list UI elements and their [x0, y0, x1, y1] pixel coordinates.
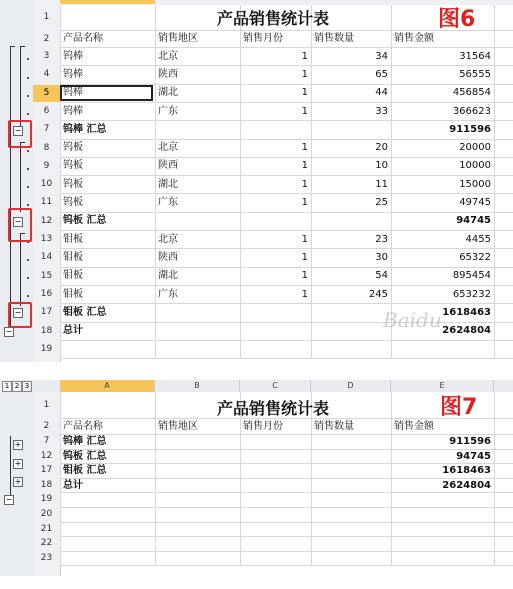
- cell[interactable]: 钼板: [63, 251, 83, 263]
- cell[interactable]: 湖北: [158, 87, 178, 99]
- cell[interactable]: 北京: [158, 233, 178, 245]
- cell[interactable]: 总计: [63, 325, 83, 337]
- grid-hline: [60, 340, 513, 341]
- cell[interactable]: 94745: [456, 450, 491, 462]
- cell[interactable]: 65: [375, 68, 388, 80]
- cell[interactable]: 总计: [63, 479, 83, 491]
- collapse-button-level1[interactable]: −: [5, 327, 13, 336]
- cell[interactable]: 钨板: [63, 178, 83, 190]
- row-number[interactable]: 20: [40, 509, 53, 519]
- column-header-c[interactable]: C: [240, 380, 311, 392]
- cell[interactable]: 1: [301, 288, 308, 300]
- cell[interactable]: 49745: [459, 197, 491, 209]
- cell[interactable]: 产品名称: [63, 420, 103, 432]
- cell[interactable]: 钼板 汇总: [63, 306, 107, 318]
- grid-hline: [60, 248, 513, 249]
- row-number[interactable]: 2: [43, 34, 50, 44]
- cell[interactable]: 钨棒: [63, 50, 83, 62]
- column-header-d[interactable]: D: [311, 380, 391, 392]
- cell[interactable]: 25: [375, 197, 388, 209]
- cell[interactable]: 11: [375, 178, 388, 190]
- cell[interactable]: 钨棒: [63, 105, 83, 117]
- row-number[interactable]: 9: [43, 160, 50, 171]
- row-number[interactable]: 16: [40, 288, 53, 299]
- fig7-outline-bracket: [10, 436, 11, 498]
- grid-hline: [60, 358, 513, 359]
- cell[interactable]: 33: [375, 105, 388, 117]
- grid-hline: [60, 120, 513, 121]
- outline-level-button-2[interactable]: 2: [12, 381, 22, 392]
- grid-hline: [60, 322, 513, 323]
- row-number[interactable]: 4: [43, 69, 50, 80]
- cell[interactable]: 366623: [452, 105, 491, 117]
- row-number[interactable]: 8: [43, 142, 50, 153]
- cell[interactable]: 销售金额: [394, 33, 434, 44]
- cell[interactable]: 广东: [158, 105, 178, 117]
- outline-dot: [27, 95, 29, 97]
- cell[interactable]: 10000: [459, 160, 491, 172]
- cell[interactable]: 湖北: [158, 270, 178, 282]
- row-number[interactable]: 17: [40, 307, 53, 318]
- collapse-button-group3[interactable]: −: [14, 308, 22, 317]
- column-header-e[interactable]: E: [391, 380, 494, 392]
- cell[interactable]: 54: [375, 270, 388, 282]
- collapse-button-group1[interactable]: −: [14, 126, 22, 135]
- outline-dot: [27, 277, 29, 279]
- cell[interactable]: 10: [375, 160, 388, 172]
- cell[interactable]: 销售月份: [243, 420, 283, 432]
- row-number[interactable]: 6: [43, 105, 50, 116]
- cell[interactable]: 1: [301, 68, 308, 80]
- cell[interactable]: 15000: [459, 178, 491, 190]
- cell[interactable]: 1: [301, 178, 308, 190]
- row-number[interactable]: 1: [43, 400, 50, 410]
- row-number[interactable]: 22: [40, 538, 53, 549]
- selected-column-header: [60, 0, 155, 4]
- cell[interactable]: 钨棒 汇总: [63, 436, 107, 447]
- outline-bracket-level2: [10, 46, 11, 328]
- outline-level-button-1[interactable]: 1: [2, 381, 12, 392]
- grid-vline: [60, 5, 61, 359]
- grid-hline: [60, 102, 513, 103]
- fig7-corner: [33, 380, 61, 392]
- cell[interactable]: 湖北: [158, 178, 178, 190]
- cell[interactable]: 陕西: [158, 68, 178, 80]
- row-number[interactable]: 7: [43, 124, 50, 135]
- outline-dot: [27, 168, 29, 170]
- row-number[interactable]: 12: [40, 215, 53, 226]
- row-number[interactable]: 11: [40, 197, 53, 208]
- row-number[interactable]: 1: [43, 12, 50, 22]
- row-number[interactable]: 10: [40, 179, 53, 190]
- cell[interactable]: 245: [368, 288, 388, 300]
- cell[interactable]: 1: [301, 87, 308, 99]
- collapse-button-level1[interactable]: −: [5, 495, 13, 504]
- grid-hline: [60, 139, 513, 140]
- grid-hline: [60, 193, 513, 194]
- column-header-filler: [494, 380, 513, 392]
- cell[interactable]: 钨棒: [63, 87, 83, 99]
- fig7-tag: 图7: [440, 395, 478, 420]
- expand-button-group1[interactable]: +: [14, 440, 22, 449]
- cell[interactable]: 911596: [449, 436, 491, 447]
- cell[interactable]: 北京: [158, 50, 178, 62]
- row-number[interactable]: 21: [40, 523, 53, 534]
- outline-bracket-group1: [20, 46, 21, 126]
- outline-dot: [27, 259, 29, 261]
- cell[interactable]: 销售数量: [314, 420, 354, 432]
- grid-hline: [60, 267, 513, 268]
- cell[interactable]: 广东: [158, 197, 178, 209]
- cell[interactable]: 20000: [459, 142, 491, 154]
- row-number[interactable]: 5: [33, 85, 60, 102]
- grid-hline: [60, 230, 513, 231]
- row-number[interactable]: 18: [40, 479, 53, 490]
- outline-dot: [27, 113, 29, 115]
- cell[interactable]: 钼板: [63, 233, 83, 245]
- grid-vline: [494, 5, 495, 359]
- cell[interactable]: 653232: [452, 288, 491, 300]
- cell[interactable]: 1: [301, 197, 308, 209]
- cell[interactable]: 1: [301, 233, 308, 245]
- cell[interactable]: 1: [301, 160, 308, 172]
- cell[interactable]: 1: [301, 251, 308, 263]
- fig6-tag: 图6: [438, 7, 476, 32]
- cell[interactable]: 911596: [449, 123, 491, 135]
- row-number[interactable]: 15: [40, 270, 53, 281]
- outline-dot: [27, 150, 29, 152]
- expand-button-group2[interactable]: +: [14, 459, 22, 468]
- row-number[interactable]: 2: [43, 421, 50, 431]
- grid-hline: [60, 303, 513, 304]
- cell[interactable]: 1: [301, 142, 308, 154]
- outline-dot: [27, 58, 29, 60]
- column-header-b[interactable]: B: [155, 380, 240, 392]
- cell[interactable]: 1: [301, 105, 308, 117]
- row-number[interactable]: 23: [40, 552, 53, 563]
- cell[interactable]: 钨板 汇总: [63, 215, 107, 227]
- cell[interactable]: 56555: [459, 68, 491, 80]
- column-header-a[interactable]: A: [60, 380, 155, 392]
- cell[interactable]: 钨板: [63, 142, 83, 154]
- cell[interactable]: 895454: [452, 270, 491, 282]
- outline-bracket-group2: [20, 142, 21, 212]
- cell[interactable]: 2624804: [442, 325, 491, 337]
- cell[interactable]: 钼板: [63, 270, 83, 282]
- outline-bracket-level2-top: [10, 46, 15, 47]
- grid-hline: [60, 285, 513, 286]
- expand-button-group3[interactable]: +: [14, 477, 22, 486]
- cell[interactable]: 44: [375, 87, 388, 99]
- grid-hline: [60, 175, 513, 176]
- row-number[interactable]: 7: [43, 436, 50, 446]
- cell[interactable]: 1: [301, 50, 308, 62]
- cell[interactable]: 2624804: [442, 479, 491, 491]
- row-number[interactable]: 3: [43, 51, 50, 61]
- cell[interactable]: 销售月份: [243, 33, 283, 44]
- outline-dot: [27, 77, 29, 79]
- grid-hline: [60, 47, 513, 48]
- cell[interactable]: 23: [375, 233, 388, 245]
- cell[interactable]: 34: [375, 50, 388, 62]
- grid-vline: [155, 5, 156, 359]
- outline-dot: [27, 186, 29, 188]
- fig6-title: 产品销售统计表: [216, 9, 329, 28]
- cell[interactable]: 广东: [158, 288, 178, 300]
- cell[interactable]: 陕西: [158, 160, 178, 172]
- cell[interactable]: 钨板: [63, 160, 83, 172]
- watermark: Baidu: [383, 308, 442, 332]
- row-number[interactable]: 19: [40, 343, 53, 354]
- cell[interactable]: 产品名称: [63, 33, 103, 44]
- cell[interactable]: 钨棒 汇总: [63, 123, 107, 135]
- row-number[interactable]: 17: [40, 465, 53, 476]
- outline-bracket-group1-top: [20, 46, 25, 47]
- cell[interactable]: 1618463: [442, 465, 491, 477]
- row-number[interactable]: 13: [40, 234, 53, 244]
- cell[interactable]: 钨棒: [63, 68, 83, 80]
- cell[interactable]: 钼板 汇总: [63, 465, 107, 477]
- outline-dot: [27, 295, 29, 297]
- cell[interactable]: 94745: [456, 215, 491, 227]
- row-number[interactable]: 19: [40, 494, 53, 505]
- grid-hline: [60, 522, 513, 523]
- cell[interactable]: 钨板 汇总: [63, 450, 107, 462]
- grid-hline: [60, 565, 513, 566]
- cell[interactable]: 陕西: [158, 251, 178, 263]
- grid-hline: [60, 507, 513, 508]
- cell[interactable]: 4455: [465, 233, 491, 245]
- row-number[interactable]: 18: [40, 325, 53, 336]
- row-number[interactable]: 14: [40, 252, 53, 263]
- cell[interactable]: 1618463: [442, 306, 491, 318]
- collapse-button-group2[interactable]: −: [14, 217, 22, 226]
- grid-hline: [60, 65, 513, 66]
- grid-vline: [391, 5, 392, 359]
- cell[interactable]: 钼板: [63, 288, 83, 300]
- fig7-title: 产品销售统计表: [216, 399, 329, 418]
- active-cell[interactable]: [60, 85, 153, 101]
- outline-level-button-3[interactable]: 3: [22, 381, 32, 392]
- cell[interactable]: 65322: [459, 251, 491, 263]
- cell[interactable]: 30: [375, 251, 388, 263]
- outline-dot: [27, 204, 29, 206]
- row-number[interactable]: 12: [40, 450, 53, 461]
- cell[interactable]: 销售金额: [394, 420, 434, 432]
- grid-hline: [60, 551, 513, 552]
- cell[interactable]: 北京: [158, 142, 178, 154]
- cell[interactable]: 钨板: [63, 197, 83, 209]
- grid-hline: [60, 536, 513, 537]
- cell[interactable]: 31564: [459, 50, 491, 62]
- grid-vline: [311, 5, 312, 359]
- cell[interactable]: 销售地区: [158, 420, 198, 432]
- cell[interactable]: 销售数量: [314, 33, 354, 44]
- cell[interactable]: 20: [375, 142, 388, 154]
- cell[interactable]: 1: [301, 270, 308, 282]
- cell[interactable]: 销售地区: [158, 33, 198, 44]
- grid-hline: [60, 157, 513, 158]
- grid-hline: [60, 212, 513, 213]
- grid-vline: [240, 5, 241, 359]
- outline-bracket-group3: [20, 233, 21, 306]
- cell[interactable]: 456854: [452, 87, 491, 99]
